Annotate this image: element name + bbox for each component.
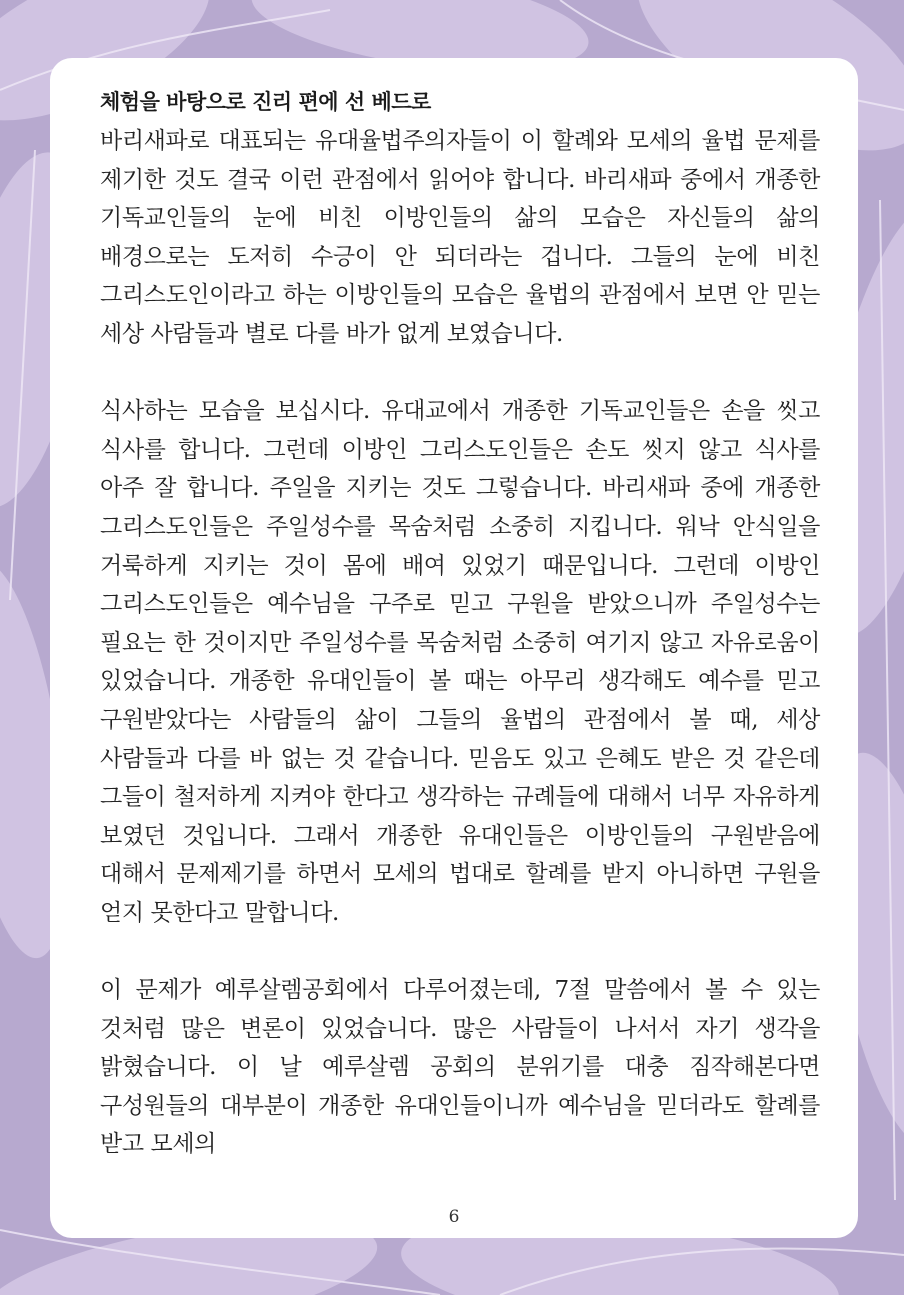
paragraph-1: 바리새파로 대표되는 유대율법주의자들이 이 할례와 모세의 율법 문제를 제기한 것도 결국 이런 관점에서 읽어야 합니다. 바리새파 중에서 개종한 기독교인들의 눈에 비친 이방인들의 삶의 모습은 자신들의 삶의 배경으로는 도저히 수긍이 안 되더라는 겁니다. 그들의 눈에 비친 그리스도인이라고 하는 이방인들의 모습은 율법의 관점에서 보면 안 믿는 세상 사람들과 별로 다를 바가 없게 보였습니다. (100, 128, 820, 347)
page-number: 6 (448, 1207, 460, 1227)
page-card (50, 58, 858, 1238)
section-heading: 체험을 바탕으로 진리 편에 선 베드로 (100, 90, 431, 114)
body-text (100, 122, 820, 1164)
paragraph-3: 이 문제가 예루살렘공회에서 다루어졌는데, 7절 말씀에서 볼 수 있는 것처럼 많은 변론이 있었습니다. 많은 사람들이 나서서 자기 생각을 밝혔습니다. 이 날 예루살렘 공회의 분위기를 대충 짐작해본다면 구성원들의 대부분이 개종한 유대인들이니까 예수님을 믿더라도 할례를 받고 모세의 (100, 977, 820, 1158)
paragraph-2: 식사하는 모습을 보십시다. 유대교에서 개종한 기독교인들은 손을 씻고 식사를 합니다. 그런데 이방인 그리스도인들은 손도 씻지 않고 식사를 아주 잘 합니다. 주일을 지키는 것도 그렇습니다. 바리새파 중에 개종한 그리스도인들은 주일성수를 목숨처럼 소중히 지킵니다. 워낙 안식일을 거룩하게 지키는 것이 몸에 배여 있었기 때문입니다. 그런데 이방인 그리스도인들은 예수님을 구주로 믿고 구원을 받았으니까 주일성수는 필요는 한 것이지만 주일성수를 목숨처럼 소중히 여기지 않고 자유로움이 있었습니다. 개종한 유대인들이 볼 때는 아무리 생각해도 예수를 믿고 구원받았다는 사람들의 삶이 그들의 율법의 관점에서 볼 때, 세상 사람들과 다를 바 없는 것 같습니다. 믿음도 있고 은혜도 받은 것 같은데 그들이 철저하게 지켜야 한다고 생각하는 규례들에 대해서 너무 자유하게 보였던 것입니다. 그래서 개종한 유대인들은 이방인들의 구원받음에 대해서 문제제기를 하면서 모세의 법대로 할례를 받지 아니하면 구원을 얻지 못한다고 말합니다. (100, 398, 820, 926)
